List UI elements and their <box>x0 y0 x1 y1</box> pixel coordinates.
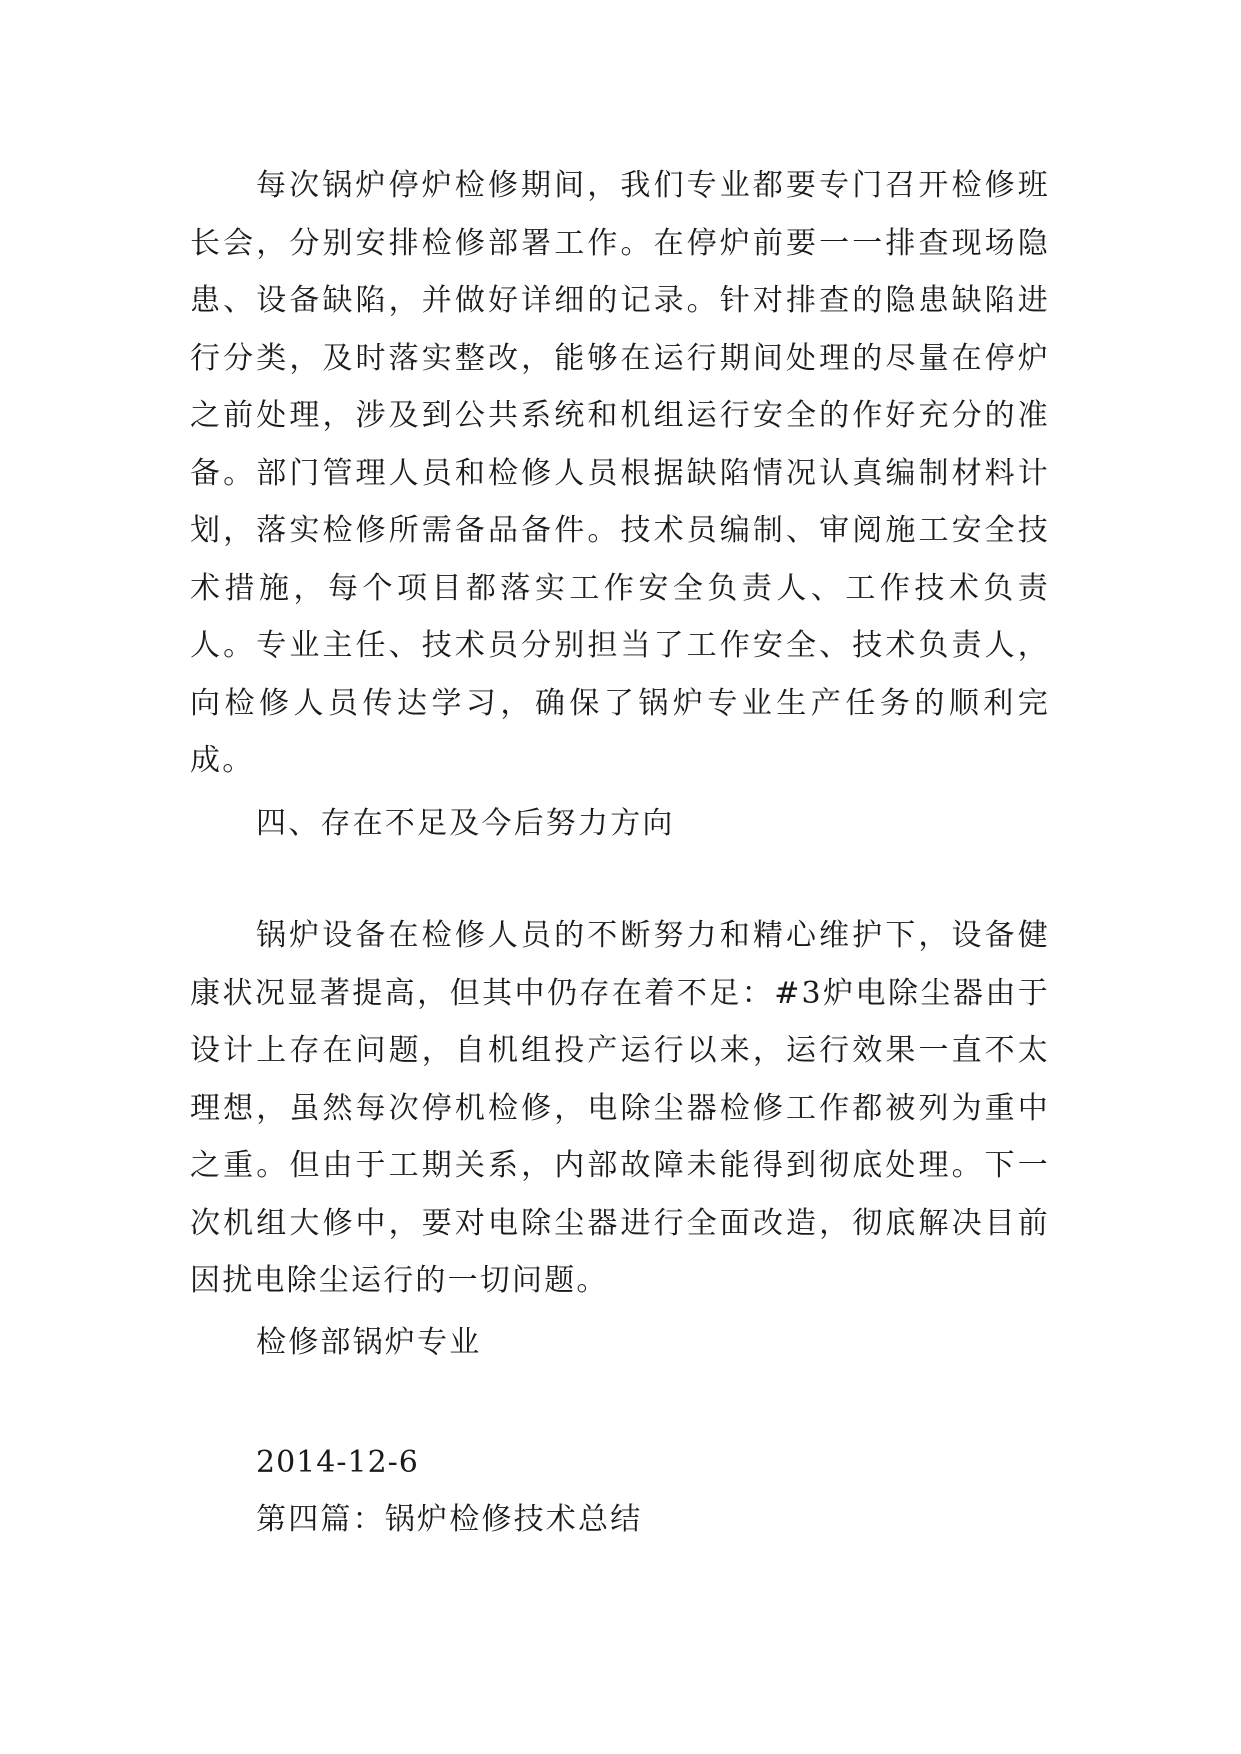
document-date: 2014-12-6 <box>256 1445 419 1480</box>
body-paragraph-maintenance-prep: 每次锅炉停炉检修期间，我们专业都要专门召开检修班长会，分别安排检修部署工作。在停炉前要一一排查现场隐患、设备缺陷，并做好详细的记录。针对排查的隐患缺陷进行分类，及时落实整改，能够在运行期间处理的尽量在停炉之前处理，涉及到公共系统和机组运行安全的作好充分的准备。部门管理人员和检修人员根据缺陷情况认真编制材料计划，落实检修所需备品备件。技术员编制、审阅施工安全技术措施，每个项目都落实工作安全负责人、工作技术负责人。专业主任、技术员分别担当了工作安全、技术负责人，向检修人员传达学习，确保了锅炉专业生产任务的顺利完成。 <box>190 168 1050 778</box>
signature-department: 检修部锅炉专业 <box>256 1325 482 1360</box>
section-heading-shortcomings: 四、存在不足及今后努力方向 <box>256 806 675 841</box>
body-paragraph-shortcomings: 锅炉设备在检修人员的不断努力和精心维护下，设备健康状况显著提高，但其中仍存在着不足：#3炉电除尘器由于设计上存在问题，自机组投产运行以来，运行效果一直不太理想，虽然每次停机检修，电除尘器检修工作都被列为重中之重。但由于工期关系，内部故障未能得到彻底处理。下一次机组大修中，要对电除尘器进行全面改造，彻底解决目前因扰电除尘运行的一切问题。 <box>190 918 1050 1298</box>
next-article-title: 第四篇：锅炉检修技术总结 <box>256 1502 643 1537</box>
